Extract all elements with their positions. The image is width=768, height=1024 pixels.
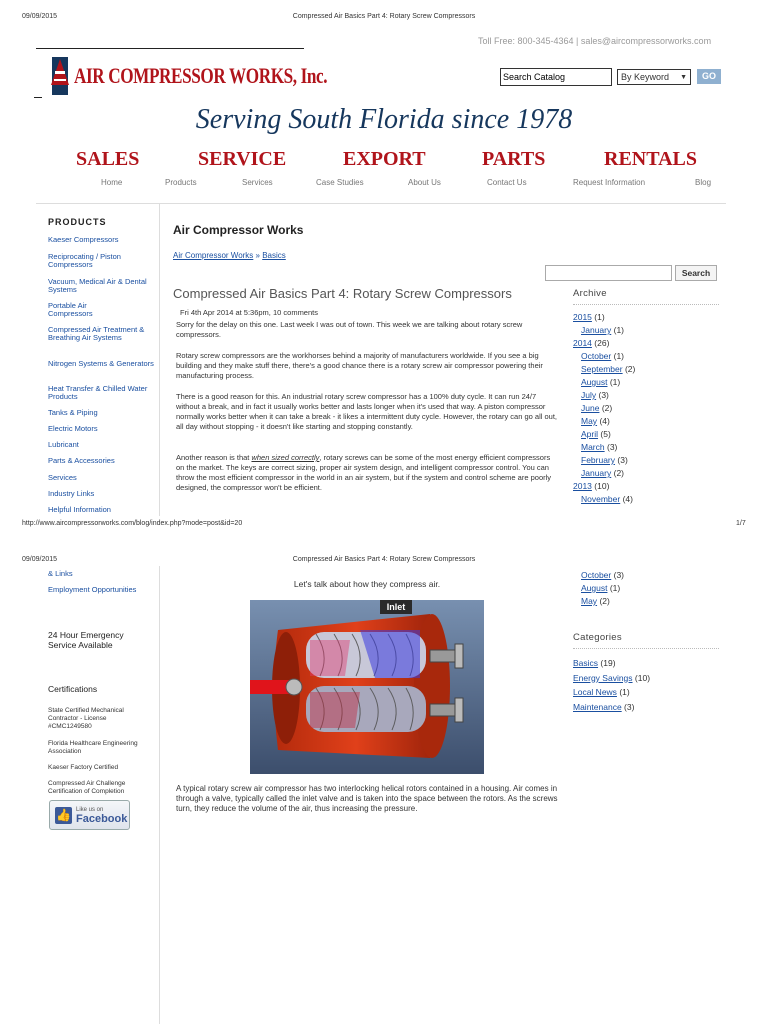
archive.rows-link[interactable]: 2015 xyxy=(573,312,592,322)
fb-like-label: Like us on xyxy=(76,807,104,813)
archive.rows-row xyxy=(573,441,635,454)
archive.rows-row xyxy=(573,402,635,415)
categories.rows-count: (10) xyxy=(634,672,651,683)
archive.rows-link[interactable]: February xyxy=(581,455,616,465)
post-paragraph-6: A typical rotary screw air compressor has two interlocking helical rotors contained in a housing. Air comes in through a valve, typically called the inlet valve and is taken into the space between the rotors. As the screws turn, they reduce the volume of the air, thus increasing the pressure. xyxy=(176,784,558,813)
print-date: 09/09/2015 xyxy=(22,13,58,20)
catalog-search-input[interactable] xyxy=(500,68,612,86)
archive.rows-count: (2) xyxy=(613,468,625,478)
categories-heading: Categories xyxy=(573,632,622,643)
chevron-down-icon: ▼ xyxy=(680,73,687,81)
archive-list xyxy=(573,311,635,506)
nav-sales[interactable]: SALES xyxy=(76,148,140,170)
cert-cac: Compressed Air Challenge Certification of Completion xyxy=(48,780,126,795)
archive.rows-row xyxy=(573,480,635,493)
archive.rows_p2-count: (1) xyxy=(609,583,621,593)
archive.rows_p2-link[interactable]: May xyxy=(581,596,598,606)
archive-list-p2 xyxy=(581,569,624,608)
categories.rows-link[interactable]: Maintenance xyxy=(573,701,622,712)
contact-line: Toll Free: 800-345-4364 | sales@aircompressorworks.com xyxy=(478,36,712,46)
p4-start: Another reason is that xyxy=(176,453,252,462)
archive.rows-link[interactable]: January xyxy=(581,325,612,335)
archive-divider xyxy=(573,304,719,305)
sidebar-item-kaeser[interactable]: Kaeser Compressors xyxy=(48,235,119,244)
archive.rows-row xyxy=(573,363,635,376)
archive.rows-row xyxy=(573,311,635,324)
p4-end: , rotary screws can be some of the most energy efficient compressors on the market. The keys are correct sizing, proper air system design, and intelligent compressor control. You can throw the most efficient compressor in the world in an air system, but if the system and control scheme are poorly designed, the compressor won't be efficient. xyxy=(176,453,552,492)
search-mode-value: By Keyword xyxy=(621,72,670,82)
categories.rows-count: (1) xyxy=(619,687,630,697)
go-button[interactable]: GO xyxy=(697,69,721,84)
archive.rows-link[interactable]: April xyxy=(581,429,599,439)
site-title: Air Compressor Works xyxy=(173,223,304,237)
nav-export[interactable]: EXPORT xyxy=(343,148,426,170)
blog-search-button[interactable]: Search xyxy=(675,265,717,281)
sidebar-item-portable[interactable]: Portable Air Compressors xyxy=(48,301,93,318)
sidebar-item-employment[interactable]: Employment Opportunities xyxy=(48,585,137,594)
archive.rows_p2-row xyxy=(581,569,624,582)
archive.rows-count: (1) xyxy=(609,377,621,387)
archive.rows_p2-row xyxy=(581,595,624,608)
categories.rows-row xyxy=(573,656,650,671)
nav-blog[interactable]: Blog xyxy=(695,178,712,187)
fb-brand-label: Facebook xyxy=(76,813,128,825)
post-paragraph-1: Sorry for the delay on this one. Last week I was out of town. This week we are talking about rotary screw compressors. xyxy=(176,320,523,339)
archive.rows-link[interactable]: June xyxy=(581,403,600,413)
archive.rows-count: (4) xyxy=(599,416,610,426)
breadcrumb-separator: » xyxy=(253,251,263,260)
rotary-screw-diagram xyxy=(250,600,484,774)
categories.rows-row xyxy=(573,671,650,686)
archive.rows_p2-link[interactable]: August xyxy=(581,583,608,593)
nav-rentals[interactable]: RENTALS xyxy=(604,148,697,170)
sidebar-item-tanks[interactable]: Tanks & Piping xyxy=(48,408,98,417)
post-meta: Fri 4th Apr 2014 at 5:36pm, 10 comments xyxy=(180,308,318,317)
inlet-label: Inlet xyxy=(386,602,406,612)
archive.rows-count: (2) xyxy=(601,403,613,413)
print-date-p2: 09/09/2015 xyxy=(22,556,58,563)
archive.rows-count: (1) xyxy=(594,312,605,322)
archive.rows-count: (26) xyxy=(594,338,610,348)
nav-contact-us[interactable]: Contact Us xyxy=(487,178,527,187)
archive.rows-count: (1) xyxy=(613,325,625,335)
post-title: Compressed Air Basics Part 4: Rotary Screw Compressors xyxy=(173,286,512,301)
nav-about-us[interactable]: About Us xyxy=(408,178,441,187)
archive.rows-link[interactable]: 2013 xyxy=(573,481,592,491)
sidebar-divider xyxy=(159,203,160,516)
sidebar-item-reciprocating[interactable]: Reciprocating / Piston Compressors xyxy=(48,252,121,269)
archive.rows-row xyxy=(573,324,635,337)
print-url: http://www.aircompressorworks.com/blog/index.php?mode=post&id=20 xyxy=(22,520,243,527)
archive.rows_p2-count: (2) xyxy=(599,596,610,606)
archive.rows-link[interactable]: August xyxy=(581,377,608,387)
archive.rows-row xyxy=(573,428,635,441)
sidebar-item-vacuum[interactable]: Vacuum, Medical Air & Dental Systems xyxy=(48,277,147,294)
sidebar-item-services[interactable]: Services xyxy=(48,473,77,482)
categories.rows-link[interactable]: Local News xyxy=(573,687,617,697)
sidebar-item-industry-links[interactable]: Industry Links xyxy=(48,489,95,498)
sidebar-divider-p2 xyxy=(159,566,160,1024)
categories-divider xyxy=(573,648,719,649)
sidebar-item-helpful-info[interactable]: Helpful Information xyxy=(48,505,111,514)
sidebar-item-lubricant[interactable]: Lubricant xyxy=(48,440,79,449)
categories.rows-link[interactable]: Energy Savings xyxy=(573,672,633,683)
categories.rows-row xyxy=(573,700,650,715)
thumbs-up-icon: 👍 xyxy=(56,807,71,822)
site-logo[interactable] xyxy=(48,54,399,98)
archive.rows_p2-count: (3) xyxy=(613,570,625,580)
logo-text: AIR COMPRESSOR WORKS, Inc. xyxy=(74,63,328,88)
print-page: 1/7 xyxy=(736,520,746,527)
cert-kaeser: Kaeser Factory Certified xyxy=(48,764,119,771)
archive.rows-count: (10) xyxy=(594,481,610,491)
archive.rows-link[interactable]: 2014 xyxy=(573,338,592,348)
products-heading: PRODUCTS xyxy=(48,217,107,227)
sidebar-item-heat-transfer[interactable]: Heat Transfer & Chilled Water Products xyxy=(48,384,148,401)
categories-list xyxy=(573,656,650,714)
categories.rows-row xyxy=(573,685,650,700)
archive.rows-count: (4) xyxy=(622,494,633,504)
nav-parts[interactable]: PARTS xyxy=(482,148,546,170)
certifications-heading: Certifications xyxy=(48,684,98,694)
archive.rows-count: (2) xyxy=(624,364,636,374)
nav-home[interactable]: Home xyxy=(101,178,123,187)
sidebar-item-treatment[interactable]: Compressed Air Treatment & Breathing Air Systems xyxy=(48,325,145,342)
breadcrumb-home[interactable]: Air Compressor Works xyxy=(173,251,254,260)
archive.rows-row xyxy=(573,454,635,467)
nav-case-studies[interactable]: Case Studies xyxy=(316,178,364,187)
categories.rows-count: (3) xyxy=(624,701,635,712)
categories.rows-link[interactable]: Basics xyxy=(573,658,599,668)
facebook-like-button[interactable] xyxy=(49,800,130,830)
archive.rows-row xyxy=(573,467,635,480)
archive.rows-count: (1) xyxy=(613,351,625,361)
header-rule xyxy=(36,48,304,49)
nav-service[interactable]: SERVICE xyxy=(198,148,287,170)
breadcrumb xyxy=(173,251,286,260)
logo-underline xyxy=(34,97,42,98)
categories.rows-count: (19) xyxy=(600,658,616,668)
archive.rows-count: (3) xyxy=(617,455,628,465)
archive.rows_p2-row xyxy=(581,582,624,595)
breadcrumb-basics[interactable]: Basics xyxy=(262,251,286,260)
cert-state: State Certified Mechanical Contractor - License #CMC1249580 xyxy=(48,707,124,730)
archive.rows-row xyxy=(573,493,635,506)
post-paragraph-3: There is a good reason for this. An industrial rotary screw compressor has a 100% duty cycle. It can run 24/7 without a break, and in fact it usually works better and lasts longer when it's used that way. A piston compressor normally works better when it can take a break - it likes a intermittent duty cycle. However, the rotary can go all out, all day without stopping - it doesn't like starting and stopping constantly. xyxy=(176,392,558,431)
nav-request-information[interactable]: Request Information xyxy=(573,178,646,187)
archive.rows_p2-link[interactable]: October xyxy=(581,570,612,580)
archive.rows-row xyxy=(573,337,635,350)
archive.rows-count: (3) xyxy=(607,442,618,452)
print-title: Compressed Air Basics Part 4: Rotary Screw Compressors xyxy=(292,13,476,20)
archive.rows-link[interactable]: November xyxy=(581,494,621,504)
sidebar-item-nitrogen[interactable]: Nitrogen Systems & Generators xyxy=(48,359,154,368)
archive.rows-count: (5) xyxy=(600,429,611,439)
nav-services[interactable]: Services xyxy=(242,178,273,187)
post-paragraph-2: Rotary screw compressors are the workhorses behind a majority of manufacturers worldwide. If you see a big building and they make stuff there, there's a good chance there is a rotary screw air compressor powering their manufacturing process. xyxy=(176,351,543,380)
post-paragraph-4 xyxy=(176,453,558,493)
archive.rows-link[interactable]: September xyxy=(581,364,623,374)
nav-products[interactable]: Products xyxy=(165,178,197,187)
emergency-service: 24 Hour Emergency Service Available xyxy=(48,630,124,650)
archive.rows-row xyxy=(573,376,635,389)
p4-emphasis: when sized correctly xyxy=(251,453,320,462)
cert-florida: Florida Healthcare Engineering Association xyxy=(48,740,138,755)
archive.rows-link[interactable]: January xyxy=(581,468,612,478)
archive.rows-link[interactable]: July xyxy=(581,390,597,400)
blog-search-input[interactable] xyxy=(545,265,672,281)
archive.rows-link[interactable]: May xyxy=(581,416,598,426)
post-paragraph-5: Let's talk about how they compress air. xyxy=(293,579,441,589)
archive.rows-row xyxy=(573,350,635,363)
sidebar-item-parts[interactable]: Parts & Accessories xyxy=(48,456,115,465)
archive.rows-row xyxy=(573,389,635,402)
tagline: Serving South Florida since 1978 xyxy=(195,104,573,135)
archive.rows-row xyxy=(573,415,635,428)
archive-heading: Archive xyxy=(573,288,607,299)
sidebar-item-motors[interactable]: Electric Motors xyxy=(48,424,98,433)
archive.rows-link[interactable]: March xyxy=(581,442,605,452)
archive.rows-count: (3) xyxy=(598,390,609,400)
content-top-rule xyxy=(36,203,726,204)
sidebar-item-links-cont[interactable]: & Links xyxy=(48,569,73,578)
logo-mark-icon xyxy=(48,55,72,97)
print-title-p2: Compressed Air Basics Part 4: Rotary Screw Compressors xyxy=(292,556,476,563)
search-mode-select[interactable] xyxy=(617,69,691,85)
archive.rows-link[interactable]: October xyxy=(581,351,612,361)
